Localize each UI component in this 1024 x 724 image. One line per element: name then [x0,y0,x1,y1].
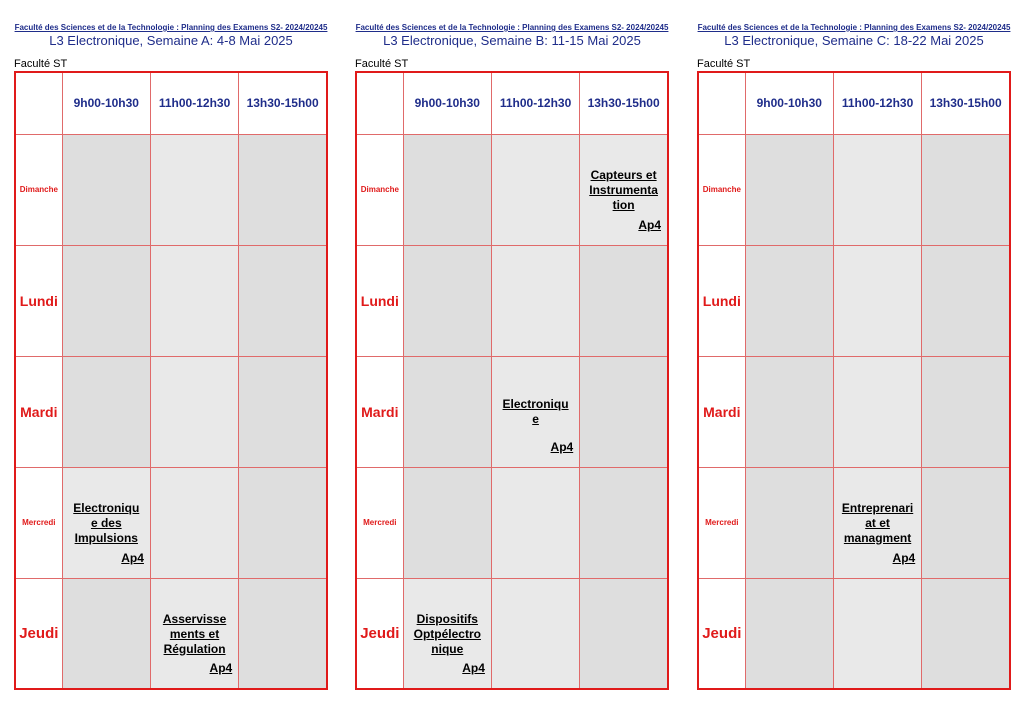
day-row [15,578,327,689]
schedule-cell [922,467,1010,578]
faculty-label: Faculté ST [355,58,409,70]
faculty-header: Faculté des Sciences et de la Technologie : Planning des Examens S2- 2024/20245 [697,23,1011,32]
day-row [698,467,1010,578]
day-label: Mercredi [698,467,745,578]
exam-room: Ap4 [209,661,233,675]
schedule-cell [922,578,1010,689]
schedule-cell [833,245,921,356]
schedule-cell [239,467,327,578]
schedule-cell [922,245,1010,356]
day-label: Dimanche [698,134,745,245]
schedule-cell [62,467,150,578]
exam-room: Ap4 [892,550,916,565]
schedule-table [697,71,1011,690]
schedule-cell [833,356,921,467]
schedule-cell [922,134,1010,245]
schedule-panel [14,0,328,724]
day-label: Mercredi [356,467,403,578]
day-label: Dimanche [15,134,62,245]
day-label: Mercredi [15,467,62,578]
day-label: Lundi [15,245,62,356]
schedule-cell [833,578,921,689]
schedule-cell [239,578,327,689]
exam-entry[interactable] [498,357,573,467]
schedule-cell [403,134,491,245]
day-label: Jeudi [15,578,62,689]
exam-title: Capteurs et Instrumenta tion [589,167,658,212]
day-row [356,356,668,467]
schedule-cell [580,134,668,245]
schedule-cell [833,467,921,578]
header-row [698,72,1010,134]
schedule-panel [697,0,1011,724]
week-title: L3 Electronique, Semaine C: 18-22 Mai 2025 [724,33,984,48]
exam-room: Ap4 [462,661,485,675]
time-slot-header: 11h00-12h30 [491,72,579,134]
schedule-cell [922,356,1010,467]
day-row [15,134,327,245]
day-label: Mardi [15,356,62,467]
exam-title: Asservisse ments et Régulation [162,611,227,656]
schedule-cell [239,134,327,245]
schedule-cell [745,578,833,689]
day-label: Mardi [698,356,745,467]
exam-room: Ap4 [550,439,574,454]
schedule-cell [580,578,668,689]
schedule-cell [62,245,150,356]
faculty-header: Faculté des Sciences et de la Technologie : Planning des Examens S2- 2024/20245 [355,23,669,32]
exam-title: Electroniqu e des Impulsions [73,500,140,545]
schedule-cell [491,245,579,356]
day-label: Lundi [356,245,403,356]
day-label: Dimanche [356,134,403,245]
schedule-cell [403,356,491,467]
exam-entry[interactable] [586,135,661,245]
corner-cell [15,72,62,134]
schedule-panel [355,0,669,724]
schedule-cell [403,578,491,689]
exam-entry[interactable] [840,468,915,578]
corner-cell [356,72,403,134]
schedule-table [355,71,669,690]
schedule-cell [150,245,238,356]
schedule-cell [150,578,238,689]
schedule-cell [150,467,238,578]
exam-entry[interactable] [69,468,144,578]
day-row [15,245,327,356]
schedule-cell [580,467,668,578]
schedule-cell [491,134,579,245]
schedule-cell [745,467,833,578]
day-row [698,356,1010,467]
schedule-cell [491,467,579,578]
schedule-cell [150,134,238,245]
schedule-cell [833,134,921,245]
day-row [356,578,668,689]
day-row [356,245,668,356]
exam-title: Dispositifs Optpélectro nique [413,611,481,656]
schedule-cell [239,356,327,467]
day-row [698,245,1010,356]
day-row [15,467,327,578]
time-slot-header: 13h30-15h00 [922,72,1010,134]
schedule-cell [62,134,150,245]
exam-room: Ap4 [121,550,144,565]
time-slot-header: 11h00-12h30 [150,72,238,134]
exam-title: Electroniqu e [502,396,569,426]
schedule-table [14,71,328,690]
exam-entry[interactable] [157,579,232,689]
faculty-label: Faculté ST [14,58,68,70]
corner-cell [698,72,745,134]
header-row [15,72,327,134]
week-title: L3 Electronique, Semaine B: 11-15 Mai 2025 [383,33,641,48]
time-slot-header: 9h00-10h30 [745,72,833,134]
day-label: Lundi [698,245,745,356]
schedule-cell [62,356,150,467]
header-row [356,72,668,134]
exam-entry[interactable] [410,579,485,689]
day-row [698,134,1010,245]
schedule-cell [150,356,238,467]
day-row [698,578,1010,689]
schedule-cell [239,245,327,356]
schedule-cell [745,356,833,467]
day-row [15,356,327,467]
faculty-label: Faculté ST [697,58,751,70]
schedule-cell [491,578,579,689]
exam-title: Entreprenari at et managment [841,500,914,545]
week-title: L3 Electronique, Semaine A: 4-8 Mai 2025 [49,33,293,48]
schedule-cell [403,245,491,356]
schedule-cell [580,245,668,356]
time-slot-header: 13h30-15h00 [580,72,668,134]
day-label: Mardi [356,356,403,467]
day-label: Jeudi [698,578,745,689]
day-row [356,134,668,245]
time-slot-header: 13h30-15h00 [239,72,327,134]
schedule-cell [403,467,491,578]
day-row [356,467,668,578]
schedule-cell [580,356,668,467]
faculty-header: Faculté des Sciences et de la Technologie : Planning des Examens S2- 2024/20245 [14,23,328,32]
schedule-cell [745,245,833,356]
day-label: Jeudi [356,578,403,689]
schedule-cell [62,578,150,689]
time-slot-header: 9h00-10h30 [62,72,150,134]
schedule-cell [491,356,579,467]
time-slot-header: 9h00-10h30 [403,72,491,134]
schedule-cell [745,134,833,245]
exam-room: Ap4 [638,217,661,232]
time-slot-header: 11h00-12h30 [833,72,921,134]
